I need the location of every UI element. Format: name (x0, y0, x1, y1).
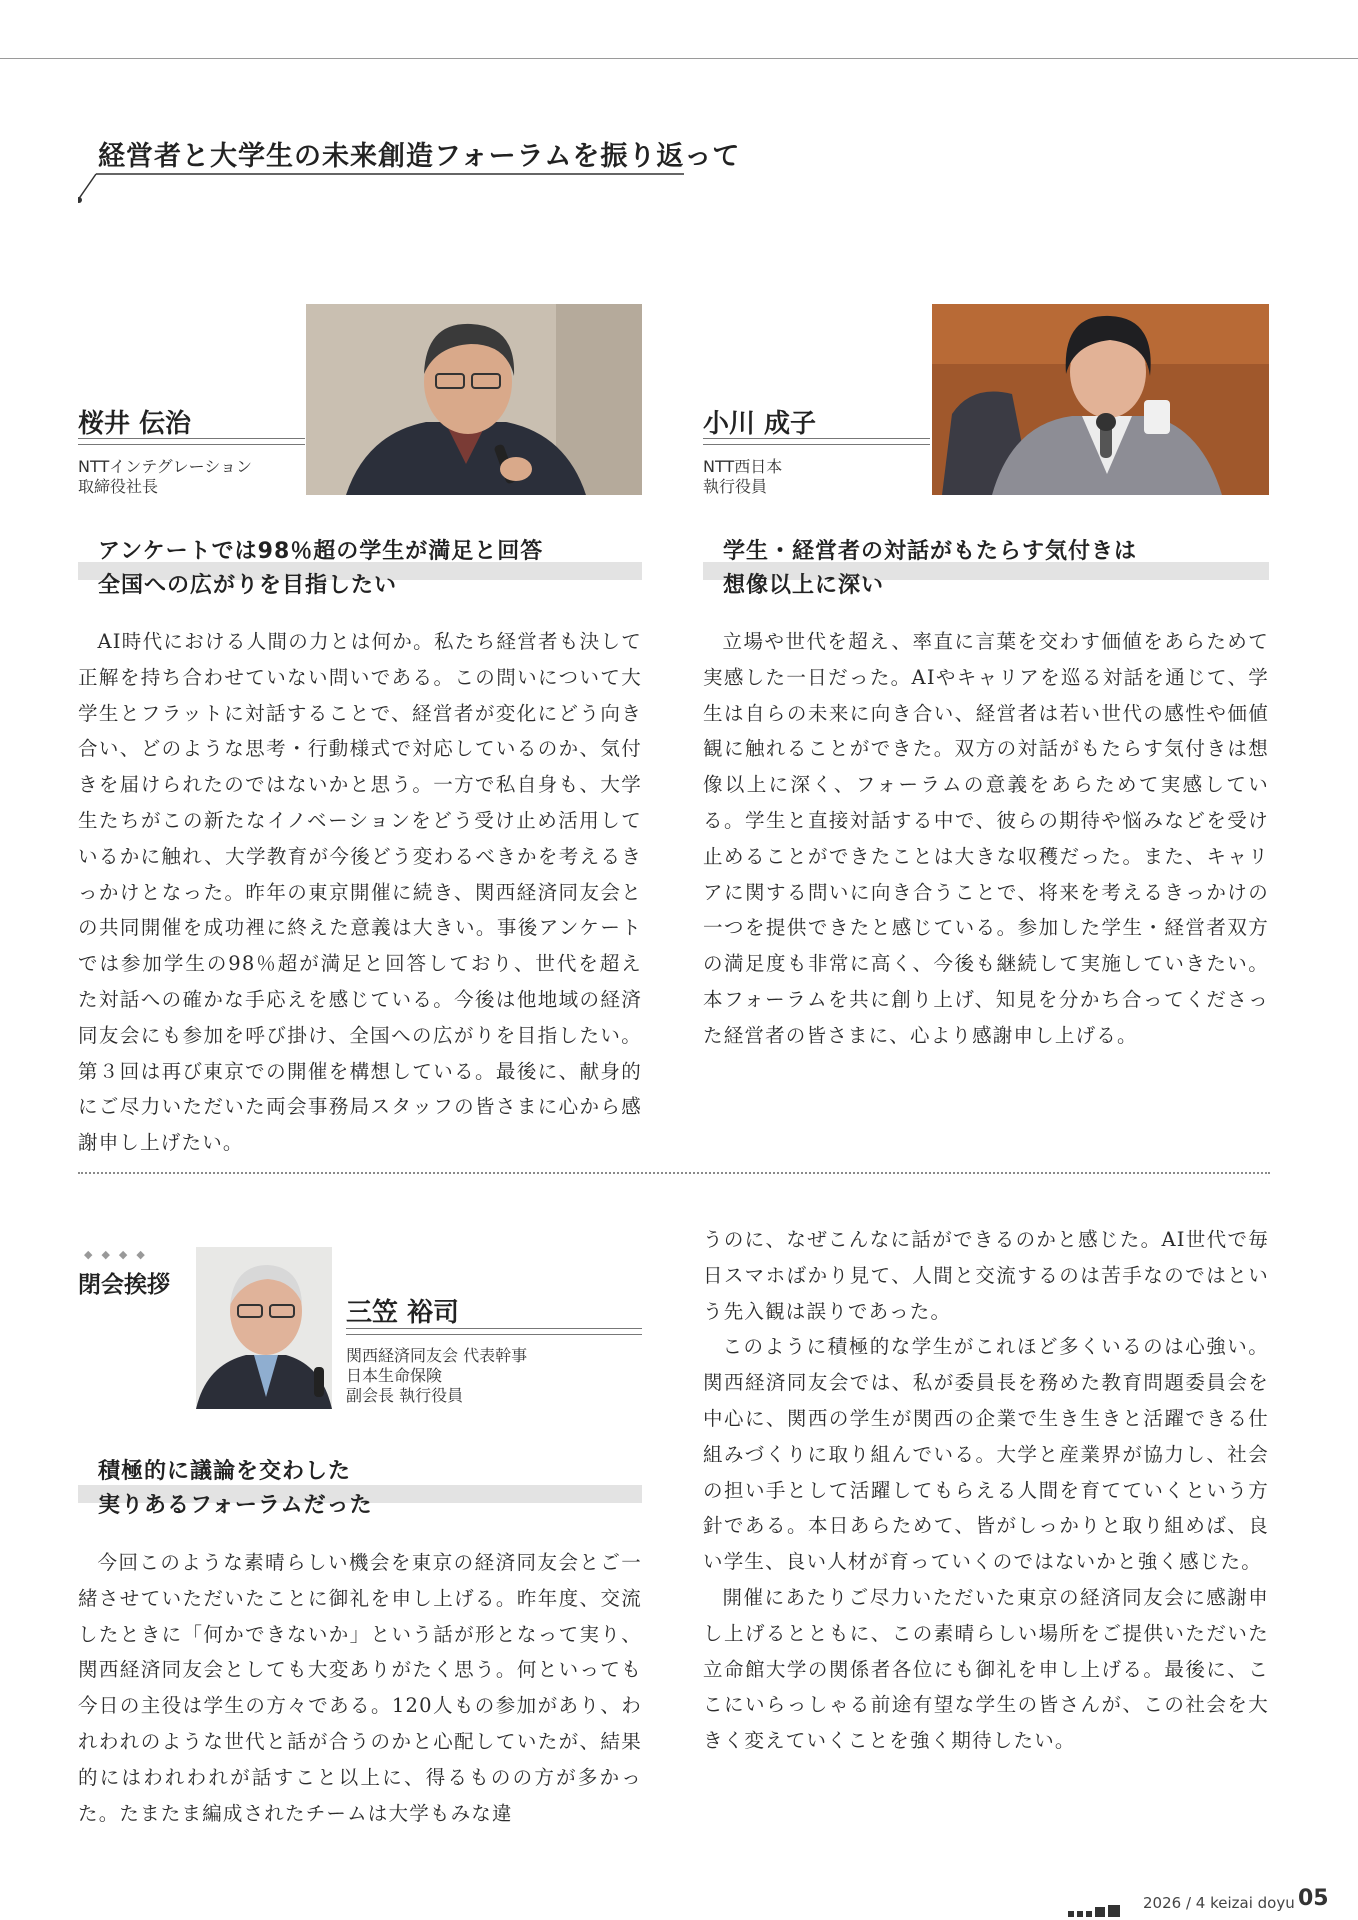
ogawa-headline-line-1: 学生・経営者の対話がもたらす気付きは (723, 539, 1138, 564)
mikasa-photo (196, 1247, 332, 1409)
mikasa-affiliation (346, 1346, 527, 1406)
sakurai-body (78, 624, 642, 1161)
closing-label: 閉会挨拶 (78, 1272, 170, 1298)
ogawa-name: 小川 成子 (703, 409, 817, 439)
footer-issue: 2026 / 4 keizai doyu (1143, 1894, 1295, 1912)
sakurai-company: NTTインテグレーション (78, 457, 252, 476)
section-header (78, 134, 741, 204)
mikasa-org-2: 日本生命保険 (346, 1366, 443, 1385)
page-number: 05 (1298, 1886, 1329, 1911)
closing-headline-line-1: 積極的に議論を交わした (98, 1459, 352, 1484)
ogawa-headline (723, 535, 1137, 603)
closing-body-left (78, 1545, 642, 1831)
ogawa-body (703, 624, 1269, 1054)
closing-body-paragraph-1: 今回このような素晴らしい機会を東京の経済同友会とご一緒させていただいたことに御礼を申し上げる。昨年度、交流したときに「何かできないか」という話が形となって実り、関西経済同友会としても大変ありがたく思う。何といっても今日の主役は学生の方々である。120人もの参加があり、われわれのような世代と話が合うのかと心配していたが、結果的にはわれわれが話すこと以上に、得るものの方が多かった。たまたま編成されたチームは大学もみな違 (78, 1551, 642, 1825)
ogawa-affiliation (703, 457, 782, 497)
ogawa-body-paragraph: 立場や世代を超え、率直に言葉を交わす価値をあらためて実感した一日だった。AIやキャリアを巡る対話を通じて、学生は自らの未来に向き合い、経営者は若い世代の感性や価値観に触れることができた。双方の対話がもたらす気付きは想像以上に深く、フォーラムの意義をあらためて実感している。学生と直接対話する中で、彼らの期待や悩みなどを受け止めることができたことは大きな収穫だった。また、キャリアに関する問いに向き合うことで、将来を考えるきっかけの一つを提供できたと感じている。参加した学生・経営者双方の満足度も非常に高く、今後も継続して実施していきたい。本フォーラムを共に創り上げ、知見を分かち合ってくださった経営者の皆さまに、心より感謝申し上げる。 (703, 630, 1269, 1047)
sakurai-photo (306, 304, 642, 495)
closing-body-paragraph-3: 開催にあたりご尽力いただいた東京の経済同友会に感謝申し上げるとともに、この素晴らしい場所をご提供いただいた立命館大学の関係者各位にも御礼を申し上げる。最後に、ここにいらっしゃる前途有望な学生の皆さんが、この社会を大きく変えていくことを強く期待したい。 (703, 1585, 1269, 1753)
section-title: 経営者と大学生の未来創造フォーラムを振り返って (98, 141, 741, 172)
sakurai-role: 取締役社長 (78, 477, 159, 496)
mikasa-org-1: 関西経済同友会 代表幹事 (346, 1346, 528, 1365)
sakurai-headline-line-1: アンケートでは98％超の学生が満足と回答 (98, 539, 544, 564)
closing-body-paragraph-1-cont: うのに、なぜこんなに話ができるのかと感じた。AI世代で毎日スマホばかり見て、人間と交流するのは苦手なのではという先入観は誤りであった。 (703, 1228, 1269, 1323)
ogawa-role: 執行役員 (703, 477, 768, 496)
closing-headline (98, 1455, 373, 1523)
ogawa-name-rule (703, 438, 930, 445)
sakurai-headline (98, 535, 543, 603)
mikasa-org-3: 副会長 執行役員 (346, 1386, 464, 1405)
closing-diamonds: ◆◆◆◆ (84, 1248, 154, 1261)
closing-body-right (703, 1222, 1269, 1759)
ogawa-photo (932, 304, 1269, 495)
footer-marks (1068, 1898, 1123, 1917)
ogawa-headline-line-2: 想像以上に深い (723, 573, 885, 598)
sakurai-headline-line-2: 全国への広がりを目指したい (98, 573, 398, 598)
mikasa-name-rule (346, 1328, 642, 1335)
sakurai-name: 桜井 伝治 (78, 409, 192, 439)
sakurai-body-paragraph: AI時代における人間の力とは何か。私たち経営者も決して正解を持ち合わせていない問いである。この問いについて大学生とフラットに対話することで、経営者が変化にどう向き合い、どのような思考・行動様式で対応しているのか、気付きを届けられたのではないかと思う。一方で私自身も、大学生たちがこの新たなイノベーションをどう受け止め活用しているかに触れ、大学教育が今後どう変わるべきかを考えるきっかけとなった。昨年の東京開催に続き、関西経済同友会との共同開催を成功裡に終えた意義は大きい。事後アンケートでは参加学生の98％超が満足と回答しており、世代を超えた対話への確かな手応えを感じている。今後は他地域の経済同友会にも参加を呼び掛け、全国への広がりを目指したい。第３回は再び東京での開催を構想している。最後に、献身的にご尽力いただいた両会事務局スタッフの皆さまに心から感謝申し上げたい。 (78, 630, 642, 1155)
ogawa-company: NTT西日本 (703, 457, 783, 476)
section-divider (78, 1172, 1270, 1174)
sakurai-name-rule (78, 438, 305, 445)
sakurai-affiliation (78, 457, 252, 497)
top-rule (0, 58, 1358, 59)
closing-body-paragraph-2: このように積極的な学生がこれほど多くいるのは心強い。関西経済同友会では、私が委員長を務めた教育問題委員会を中心に、関西の学生が関西の企業で生き生きと活躍できる仕組みづくりに取り組んでいる。大学と産業界が協力し、社会の担い手として活躍してもらえる人間を育てていくという方針である。本日あらためて、皆がしっかりと取り組めば、良い学生、良い人材が育っていくのではないかと強く感じた。 (703, 1335, 1269, 1574)
mikasa-name: 三笠 裕司 (346, 1298, 460, 1328)
closing-headline-line-2: 実りあるフォーラムだった (98, 1493, 373, 1518)
